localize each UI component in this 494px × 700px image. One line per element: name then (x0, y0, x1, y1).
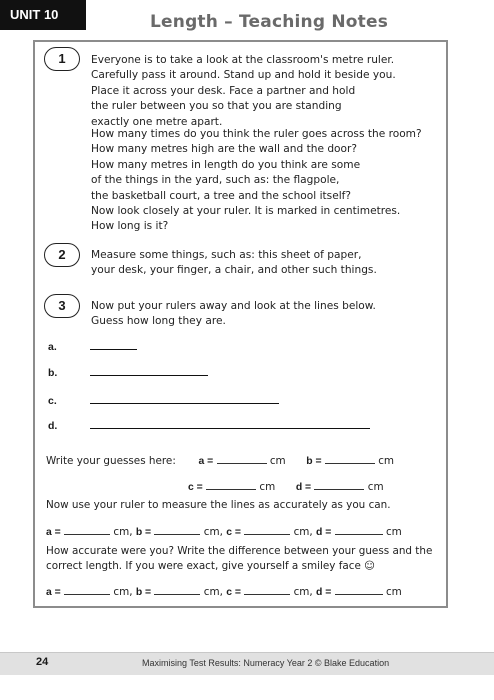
guess-b-field[interactable] (325, 453, 375, 464)
difference-row: a = cm, b = cm, c = cm, d = cm (46, 586, 402, 598)
line-label-d: d. (48, 420, 58, 432)
line-label-c: c. (48, 395, 57, 407)
section-number-2: 2 (44, 243, 80, 267)
page-title: Length – Teaching Notes (150, 12, 389, 32)
measure-a-field[interactable] (64, 524, 110, 535)
guess-c-field[interactable] (206, 479, 256, 490)
footer-credit: Maximising Test Results: Numeracy Year 2 © Blake Education (142, 658, 390, 668)
accuracy-text: How accurate were you? Write the difference between your guess and the correct length. If you were exact, give yourself a smiley face ☺ (46, 545, 433, 572)
section1-paragraph-3: Now look closely at your ruler. It is marked in centimetres. How long is it? (91, 205, 401, 233)
section-number-3: 3 (44, 294, 80, 318)
unit-tab: UNIT 10 (0, 0, 86, 30)
measure-d-field[interactable] (335, 524, 383, 535)
measure-line-a (90, 349, 137, 350)
difference-a-field[interactable] (64, 584, 110, 595)
measure-line-b (90, 375, 208, 376)
guess-a-label: a = (198, 456, 214, 467)
guess-a-field[interactable] (217, 453, 267, 464)
guesses-label: Write your guesses here: (46, 455, 176, 467)
guess-d-field[interactable] (314, 479, 364, 490)
measure-instruction: Now use your ruler to measure the lines as accurately as you can. (46, 499, 391, 511)
guess-d-label: d = (295, 482, 312, 493)
difference-c-field[interactable] (244, 584, 290, 595)
measure-row: a = cm, b = cm, c = cm, d = cm (46, 526, 402, 538)
difference-d-field[interactable] (335, 584, 383, 595)
section3-paragraph: Now put your rulers away and look at the lines below. Guess how long they are. (91, 300, 376, 328)
section1-paragraph-2: How many times do you think the ruler goes across the room? How many metres high are the wall and the door? How many metres in length do you think are some of the things in the yard, such as: the flagpole, the basketball court, a tree and the school itself? (91, 128, 422, 202)
line-label-a: a. (48, 341, 57, 353)
measure-b-field[interactable] (154, 524, 200, 535)
guesses-row-ab: Write your guesses here: a = cm b = cm (46, 455, 395, 467)
guess-b-label: b = (306, 456, 322, 467)
difference-b-field[interactable] (154, 584, 200, 595)
section2-paragraph: Measure some things, such as: this sheet of paper, your desk, your finger, a chair, and other such things. (91, 249, 377, 277)
measure-line-d (90, 428, 370, 429)
page-number: 24 (36, 656, 49, 668)
measure-c-field[interactable] (244, 524, 290, 535)
guess-c-label: c = (188, 482, 203, 493)
guesses-row-cd: c = cm d = cm (188, 481, 384, 493)
line-label-b: b. (48, 367, 58, 379)
section-number-1: 1 (44, 47, 80, 71)
section1-paragraph-1: Everyone is to take a look at the classroom's metre ruler. Carefully pass it around. Stand up and hold it beside you. Place it across your desk. Face a partner and hold the ruler between you so that you are standing exactly one metre apart. (91, 54, 396, 128)
measure-line-c (90, 403, 279, 404)
